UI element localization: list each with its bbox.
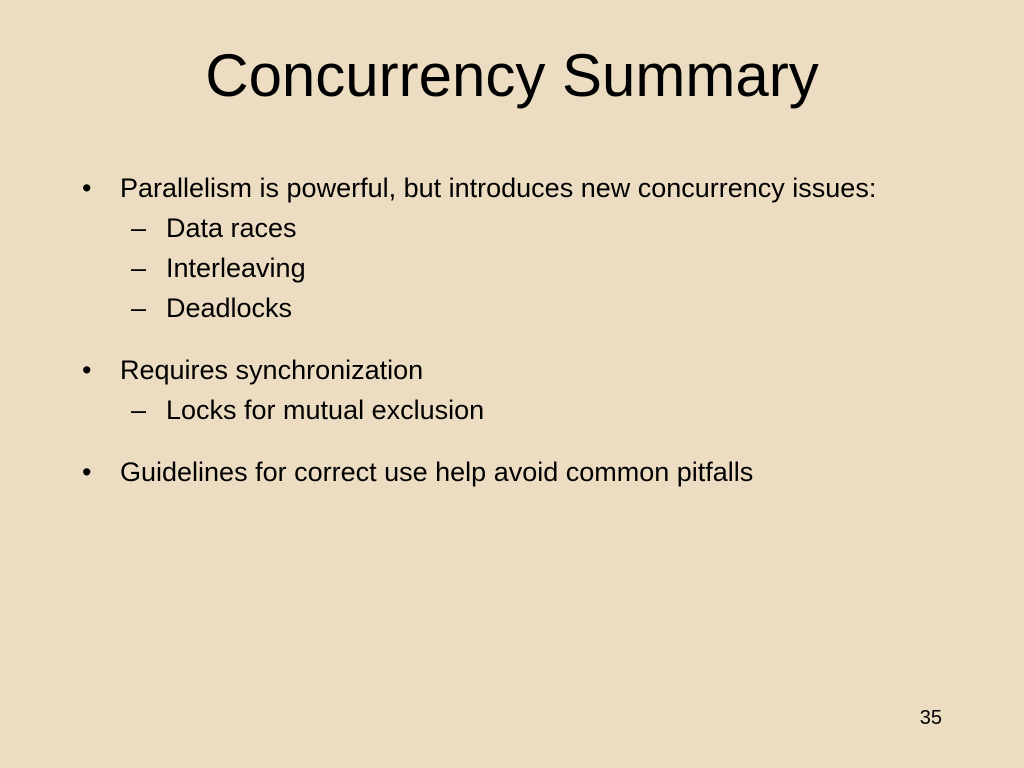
sub-bullet-text: Data races [166,213,297,243]
bullet-marker: • [82,173,92,203]
sub-bullet-item [0,208,1024,248]
bullet-item [0,168,1024,208]
bullet-text: Parallelism is powerful, but introduces new concurrency issues: [120,173,877,203]
sub-bullet-text: Locks for mutual exclusion [166,395,485,425]
sub-bullet-marker: – [131,253,147,283]
sub-bullet-text: Deadlocks [166,293,293,323]
slide-title: Concurrency Summary [205,42,819,109]
bullet-marker: • [82,457,92,487]
sub-bullet-marker: – [131,213,147,243]
bullet-text: Requires synchronization [120,355,424,385]
bullet-text: Guidelines for correct use help avoid common pitfalls [120,457,754,487]
bullet-group [0,350,1024,430]
sub-bullet-marker: – [131,395,147,425]
bullet-group [0,452,1024,492]
bullet-marker: • [82,355,92,385]
bullet-item [0,350,1024,390]
sub-bullet-marker: – [131,293,147,323]
slide-content [0,168,1024,514]
bullet-item [0,452,1024,492]
sub-bullet-text: Interleaving [166,253,306,283]
page-number: 35 [919,707,942,729]
sub-bullet-item [0,248,1024,288]
bullet-group [0,168,1024,328]
sub-bullet-item [0,288,1024,328]
sub-bullet-item [0,390,1024,430]
